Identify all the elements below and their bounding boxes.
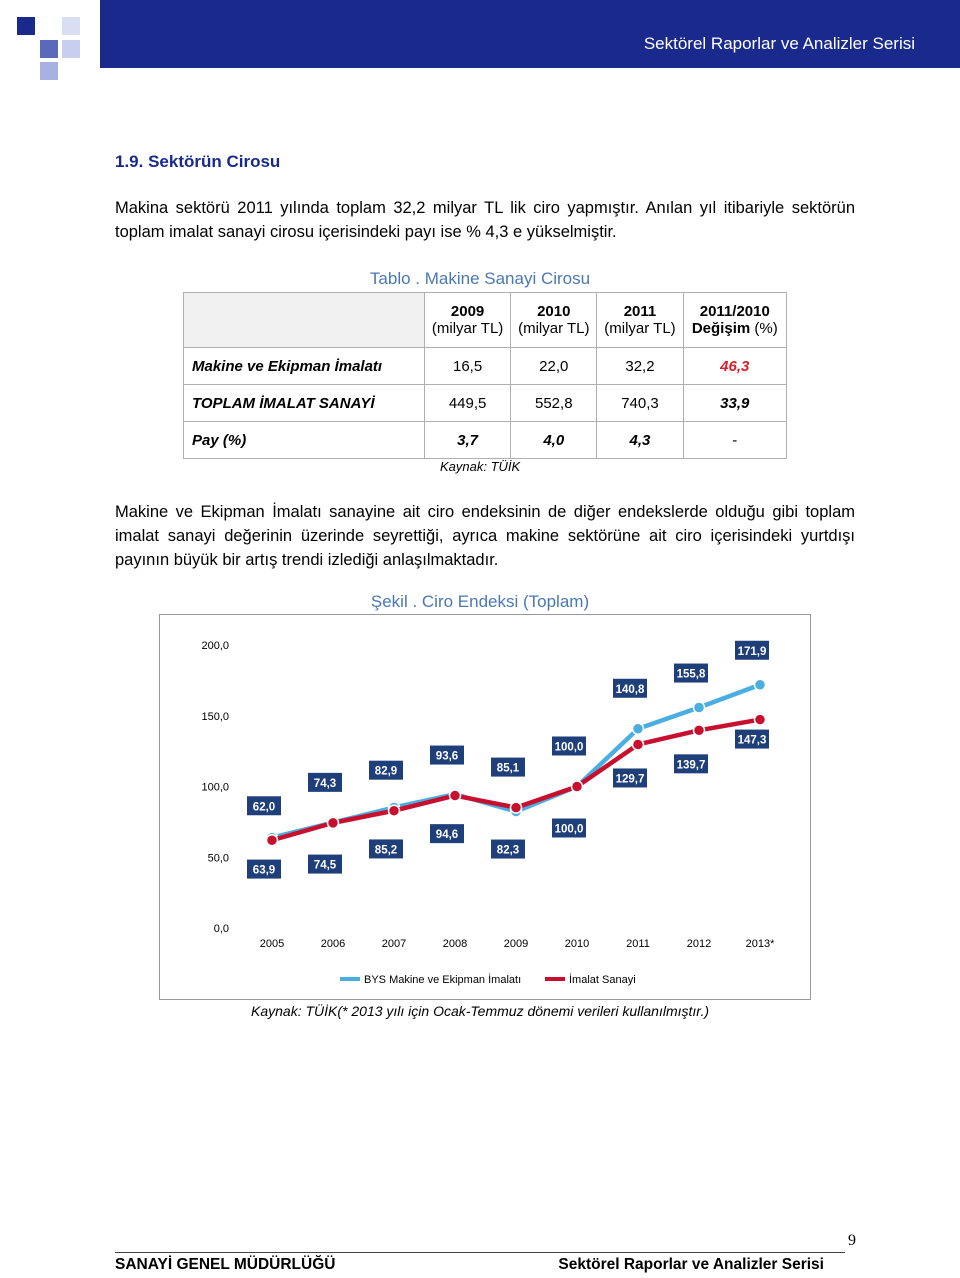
data-label: 85,2 [374,844,398,857]
data-label: 62,0 [252,801,276,814]
table-header-2011: 2011 (milyar TL) [597,293,683,348]
y-tick-label: 200,0 [201,640,229,652]
data-point [694,725,705,736]
table-header-change: 2011/2010 Değişim (%) [683,293,786,348]
x-tick-label: 2010 [564,938,590,950]
figure-source: Kaynak: TÜİK(* 2013 yılı için Ocak-Temmuz dönemi verileri kullanılmıştır.) [251,1003,709,1019]
table-row [184,422,787,459]
x-tick-label: 2007 [381,938,407,950]
data-label: 139,7 [676,759,706,772]
x-tick-label: 2005 [259,938,285,950]
page-number: 9 [848,1232,856,1249]
data-label: 171,9 [737,645,767,658]
footer-left: SANAYİ GENEL MÜDÜRLÜĞÜ [115,1256,336,1273]
footer-right: Sektörel Raporlar ve Analizler Serisi [558,1256,824,1273]
data-point [755,714,766,725]
y-tick-label: 50,0 [207,852,229,865]
data-point [389,805,400,816]
data-label: 147,3 [737,734,767,747]
x-tick-label: 2009 [503,938,529,950]
table-source: Kaynak: TÜİK [440,459,521,474]
ciro-index-chart [160,615,810,999]
legend-label: İmalat Sanayi [569,974,636,986]
table-cell: 33,9 [683,385,786,422]
table-cell: 32,2 [597,348,683,385]
table-cell: 3,7 [425,422,511,459]
data-label: 94,6 [435,829,459,842]
data-point [572,781,583,792]
data-point [633,739,644,750]
x-tick-label: 2008 [442,938,468,950]
series-line [272,720,760,841]
data-label: 85,1 [496,762,520,775]
data-label: 129,7 [615,773,645,786]
data-point [267,835,278,846]
header-square-1 [17,17,35,35]
data-label: 74,5 [313,859,337,872]
data-point [633,723,644,734]
table-header-row [184,293,787,348]
data-label: 100,0 [554,741,584,754]
revenue-table [183,292,787,459]
table-cell: 22,0 [511,348,597,385]
header-title: Sektörel Raporlar ve Analizler Serisi [643,34,915,53]
table-cell: 740,3 [597,385,683,422]
header-square-2 [40,40,58,58]
table-cell: 16,5 [425,348,511,385]
data-point [694,702,705,713]
data-label: 82,3 [496,844,520,857]
data-label: 93,6 [435,750,459,763]
y-tick-label: 150,0 [201,710,229,723]
table-row [184,348,787,385]
row-label: Makine ve Ekipman İmalatı [184,348,425,385]
row-label: Pay (%) [184,422,425,459]
footer-divider [115,1252,845,1253]
data-label: 63,9 [252,864,276,877]
table-caption: Tablo . Makine Sanayi Cirosu [369,269,591,288]
table-header-2010: 2010 (milyar TL) [511,293,597,348]
data-point [328,817,339,828]
data-label: 140,8 [615,683,645,696]
x-tick-label: 2011 [626,938,650,950]
table-cell: 46,3 [683,348,786,385]
header-square-4 [62,40,80,58]
data-point [755,679,766,690]
data-label: 82,9 [374,765,398,778]
table-cell: 552,8 [511,385,597,422]
header-square-5 [62,17,80,35]
y-tick-label: 100,0 [201,781,229,794]
paragraph-intro: Makina sektörü 2011 yılında toplam 32,2 milyar TL lik ciro yapmıştır. Anılan yıl itibariyle sektörün toplam imalat sanayi cirosu içerisindeki payı ise % 4,3 e yükselmiştir. [115,199,855,241]
y-tick-label: 0,0 [213,923,229,935]
x-tick-label: 2012 [686,938,712,950]
x-tick-label: 2013* [745,938,775,950]
table-cell: 4,3 [597,422,683,459]
table-header-2009: 2009 (milyar TL) [425,293,511,348]
data-label: 100,0 [554,823,584,836]
paragraph-analysis: Makine ve Ekipman İmalatı sanayine ait ciro endeksinin de diğer endekslerde olduğu gibi toplam imalat sanayi değerinin üzerinde seyrettiği, ayrıca makine sektörüne ait ciro içerisindeki yurtdışı payının büyük bir artış trendi izlediği anlaşılmaktadır. [115,503,855,569]
header-square-3 [40,62,58,80]
table-row [184,385,787,422]
chart-frame [159,614,811,1000]
table-cell: - [683,422,786,459]
table-corner-cell [184,293,425,348]
x-tick-label: 2006 [320,938,346,950]
legend-label: BYS Makine ve Ekipman İmalatı [364,974,522,986]
data-label: 74,3 [313,777,337,790]
table-cell: 4,0 [511,422,597,459]
row-label: TOPLAM İMALAT SANAYİ [184,385,425,422]
data-point [511,802,522,813]
section-title: 1.9. Sektörün Cirosu [115,152,281,171]
data-label: 155,8 [676,668,706,681]
data-point [450,790,461,801]
figure-caption: Şekil . Ciro Endeksi (Toplam) [370,592,590,611]
table-cell: 449,5 [425,385,511,422]
